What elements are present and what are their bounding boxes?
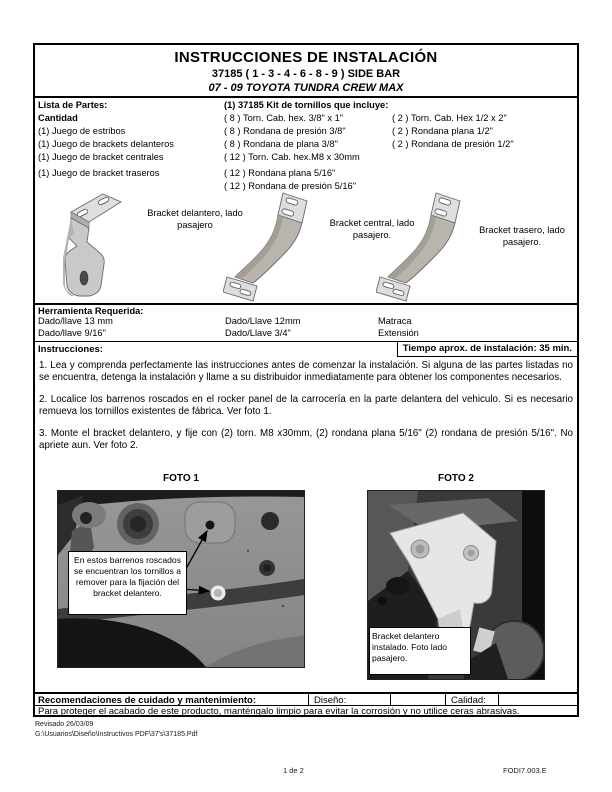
care-text: Para proteger el acabado de este producto, manténgalo limpio para evitar la corrosión y no utilice ceras abrasivas. bbox=[38, 706, 520, 717]
file-path: G:\Usuarios\Diseño\Instructivos PDF\37's\37185.Pdf bbox=[35, 731, 198, 738]
page-number: 1 de 2 bbox=[283, 766, 304, 775]
quantity-header: Cantidad bbox=[38, 113, 78, 123]
vehicle-model: 07 - 09 TOYOTA TUNDRA CREW MAX bbox=[208, 82, 404, 94]
center-bracket-label: Bracket central, lado pasajero. bbox=[329, 218, 415, 240]
photo-foto2 bbox=[367, 490, 545, 680]
kit-item: ( 2 ) Rondana plana 1/2" bbox=[392, 126, 493, 136]
parts-item: (1) Juego de bracket centrales bbox=[38, 152, 164, 162]
kit-item: ( 2 ) Rondana de presión 1/2" bbox=[392, 139, 514, 149]
bracket-drawings-section bbox=[35, 188, 577, 303]
care-header: Recomendaciones de cuidado y mantenimiento: bbox=[38, 695, 257, 706]
revision-date: Revisado 26/03/09 bbox=[35, 721, 94, 728]
quality-label-box: Calidad: bbox=[445, 693, 499, 706]
parts-item: (1) Juego de estribos bbox=[38, 126, 126, 136]
parts-item: (1) Juego de bracket traseros bbox=[38, 168, 160, 178]
center-bracket-drawing bbox=[223, 191, 319, 303]
kit-item: ( 12 ) Torn. Cab. hex.M8 x 30mm bbox=[224, 152, 360, 162]
document-header bbox=[35, 45, 577, 98]
front-bracket-label: Bracket delantero, lado pasajero bbox=[147, 208, 243, 230]
tool-item: Dado/Llave 3/4" bbox=[225, 327, 291, 338]
kit-item: ( 8 ) Torn. Cab. hex. 3/8" x 1" bbox=[224, 113, 344, 123]
kit-item: ( 8 ) Rondana de plana 3/8" bbox=[224, 139, 338, 149]
tool-item: Dado/Llave 12mm bbox=[225, 316, 301, 326]
front-bracket-drawing bbox=[41, 192, 133, 300]
parts-list-section bbox=[35, 98, 577, 191]
photo-foto1 bbox=[57, 490, 305, 668]
tools-section bbox=[35, 303, 577, 341]
hardware-kit-header: (1) 37185 Kit de tornillos que incluye: bbox=[224, 100, 389, 110]
tools-header: Herramienta Requerida: bbox=[38, 306, 144, 316]
foto2-callout: Bracket delantero instalado. Foto lado pasajero. bbox=[369, 627, 471, 675]
foto1-label: FOTO 1 bbox=[163, 473, 199, 484]
document-border bbox=[33, 43, 579, 717]
instruction-steps bbox=[39, 360, 573, 461]
kit-item: ( 2 ) Torn. Cab. Hex 1/2 x 2" bbox=[392, 113, 507, 123]
design-label-box: Diseño: bbox=[308, 693, 391, 706]
foto2-label: FOTO 2 bbox=[438, 473, 474, 484]
step-paragraph: 3. Monte el bracket delantero, y fije con (2) torn. M8 x30mm, (2) rondana plana 5/16" (2) rondana de presión 5/16". No apriete aun. Ver foto 2. bbox=[39, 427, 573, 452]
rear-bracket-drawing bbox=[376, 191, 472, 303]
kit-item: ( 12 ) Rondana de presión 5/16" bbox=[224, 181, 356, 191]
parts-list-header: Lista de Partes: bbox=[38, 100, 108, 110]
tool-item: Dado/llave 9/16" bbox=[38, 327, 106, 338]
instructions-header-row bbox=[35, 341, 577, 357]
tool-item: Extensión bbox=[378, 327, 419, 338]
page-title: INSTRUCCIONES DE INSTALACIÓN bbox=[174, 49, 438, 66]
foto1-callout: En estos barrenos roscados se encuentran los tornillos a remover para la fijación del bracket delantero. bbox=[68, 551, 187, 615]
tool-item: Dado/llave 13 mm bbox=[38, 316, 113, 326]
part-number-subtitle: 37185 ( 1 - 3 - 4 - 6 - 8 - 9 ) SIDE BAR bbox=[211, 68, 401, 80]
kit-item: ( 8 ) Rondana de presión 3/8" bbox=[224, 126, 346, 136]
rear-bracket-label: Bracket trasero, lado pasajero. bbox=[479, 225, 565, 247]
tool-item: Matraca bbox=[378, 316, 412, 326]
kit-item: ( 12 ) Rondana plana 5/16" bbox=[224, 168, 336, 178]
instructions-label: Instrucciones: bbox=[38, 344, 103, 355]
parts-item: (1) Juego de brackets delanteros bbox=[38, 139, 174, 149]
care-row bbox=[35, 692, 577, 706]
step-paragraph: 2. Localice los barrenos roscados en el rocker panel de la carrocería en la parte delantera del vehiculo. Si es necesario remueva los tornillos existentes de fábrica. Ver foto 1. bbox=[39, 393, 573, 418]
doc-code: FODI7.003.E bbox=[503, 766, 547, 775]
step-paragraph: 1. Lea y comprenda perfectamente las instrucciones antes de comenzar la instalación. Si alguna de las partes listadas no se encuentra, detenga la instalación y llame a su distribuidor inmediatamente para obtener los componentes necesarios. bbox=[39, 360, 573, 384]
install-time-box: Tiempo aprox. de instalación: 35 min. bbox=[397, 341, 578, 357]
